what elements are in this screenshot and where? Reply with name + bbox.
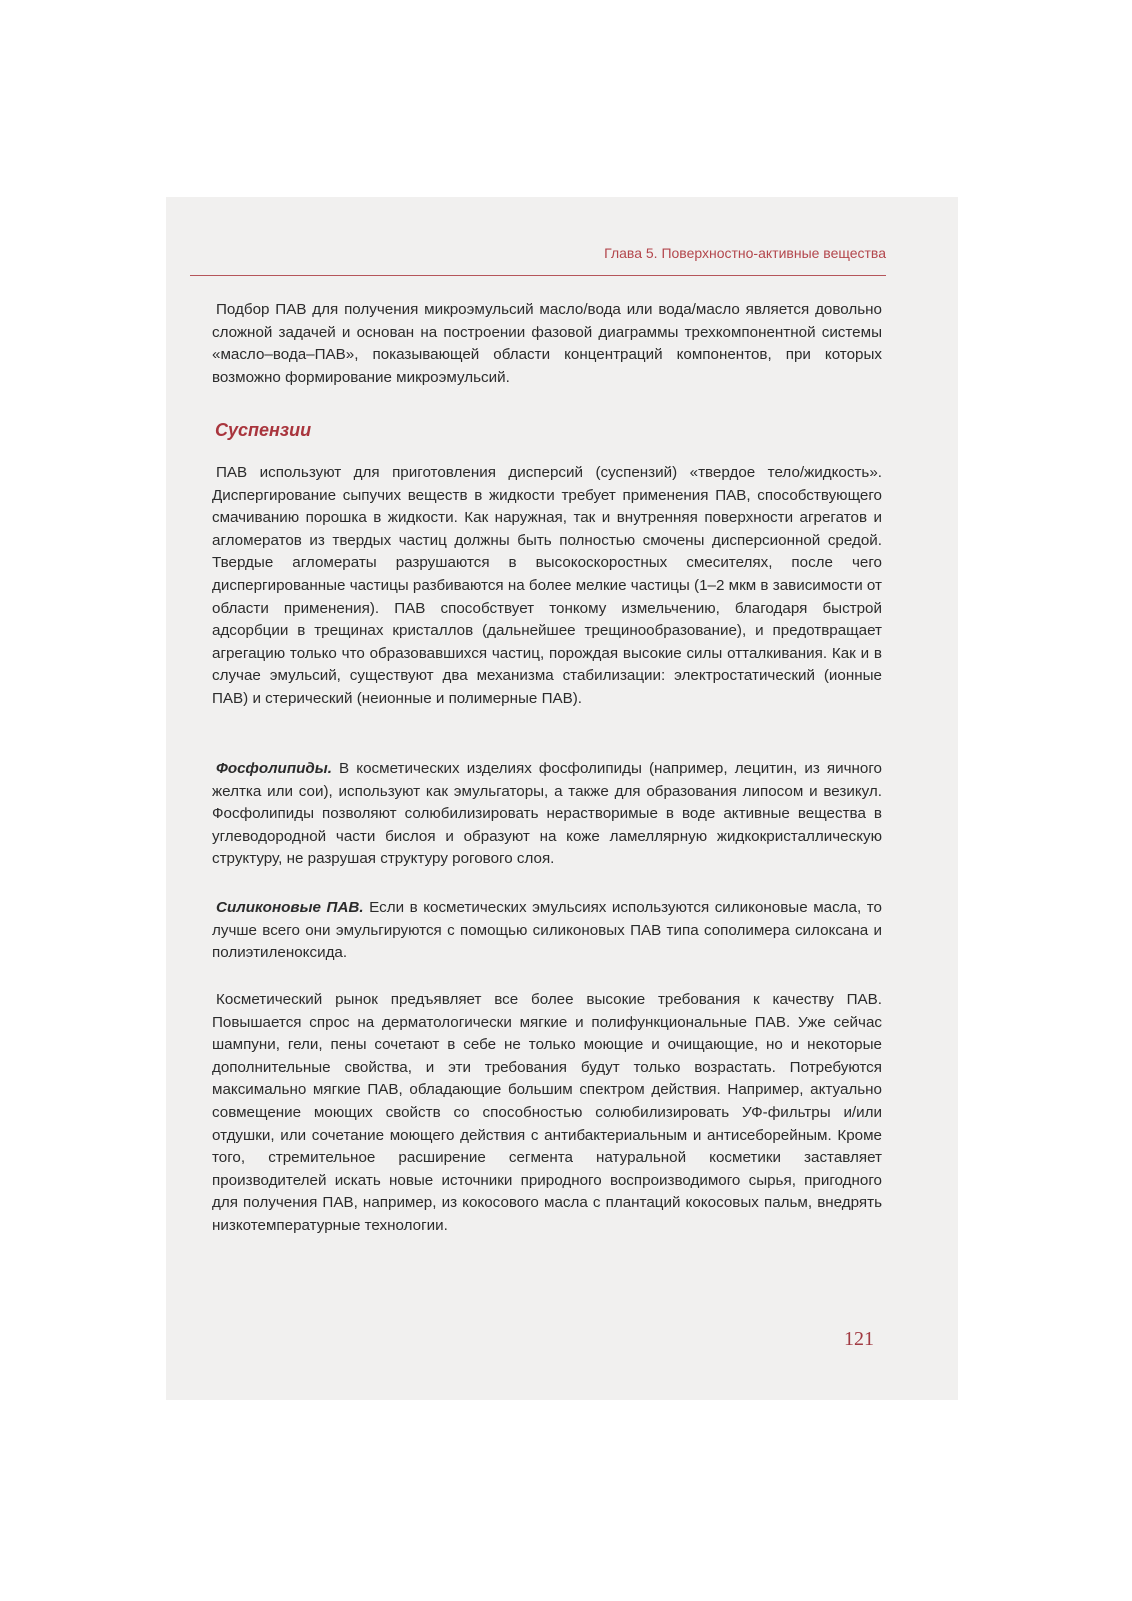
silicones-paragraph: [212, 897, 882, 965]
phospholipids-text: В косметических изделиях фосфолипиды (например, лецитин, из яичного желтка или сои), используют как эмульгаторы, а также для образования липосом и везикул. Фосфолипиды позволяют солюбилизировать нерастворимые в воде активные вещества в углеводородной части бислоя и образуют на коже ламеллярную жидкокристаллическую структуру, не разрушая структуру рогового слоя.: [212, 760, 882, 868]
page-number: 121: [844, 1328, 874, 1350]
running-header: Глава 5. Поверхностно-активные вещества: [604, 245, 886, 261]
silicones-lead: Силиконовые ПАВ.: [216, 899, 364, 916]
intro-paragraph: Подбор ПАВ для получения микроэмульсий масло/вода или вода/масло является довольно сложной задачей и основан на построении фазовой диаграммы трехкомпонентной системы «масло–вода–ПАВ», показывающей области концентраций компонентов, при которых возможно формирование микроэмульсий.: [212, 301, 882, 386]
header-rule: [190, 275, 886, 276]
silicones-text: Если в косметических эмульсиях используются силиконовые масла, то лучше всего они эмульгируются с помощью силиконовых ПАВ типа сополимера силоксана и полиэтиленоксида.: [212, 899, 882, 962]
phospholipids-paragraph: [212, 758, 882, 871]
suspensions-paragraph: ПАВ используют для приготовления дисперсий (суспензий) «твердое тело/жидкость». Диспергирование сыпучих веществ в жидкости требует применения ПАВ, способствующего смачиванию порошка в жидкости. Как наружная, так и внутренняя поверхности агрегатов и агломератов из твердых частиц должны быть полностью смочены дисперсионной средой. Твердые агломераты разрушаются в высокоскоростных смесителях, после чего диспергированные частицы разбиваются на более мелкие частицы (1–2 мкм в зависимости от области применения). ПАВ способствует тонкому измельчению, благодаря быстрой адсорбции в трещинах кристаллов (дальнейшее трещинообразование), и предотвращает агрегацию только что образовавшихся частиц, порождая высокие силы отталкивания. Как и в случае эмульсий, существуют два механизма стабилизации: электростатический (ионные ПАВ) и стерический (неионные и полимерные ПАВ).: [212, 464, 882, 707]
section-heading: Суспензии: [215, 420, 312, 440]
phospholipids-lead: Фосфолипиды.: [216, 760, 332, 777]
market-paragraph: Косметический рынок предъявляет все более высокие требования к качеству ПАВ. Повышается спрос на дерматологически мягкие и полифункциональные ПАВ. Уже сейчас шампуни, гели, пены сочетают в себе не только моющие и очищающие, но и некоторые дополнительные свойства, и эти требования будут только возрастать. Потребуются максимально мягкие ПАВ, обладающие большим спектром действия. Например, актуально совмещение моющих свойств со способностью солюбилизировать УФ-фильтры и/или отдушки, или сочетание моющего действия с антибактериальным и антисеборейным. Кроме того, стремительное расширение сегмента натуральной косметики заставляет производителей искать новые источники природного воспроизводимого сырья, пригодного для получения ПАВ, например, из кокосового масла с плантаций кокосовых пальм, внедрять низкотемпературные технологии.: [212, 991, 882, 1234]
book-page: [166, 197, 958, 1400]
